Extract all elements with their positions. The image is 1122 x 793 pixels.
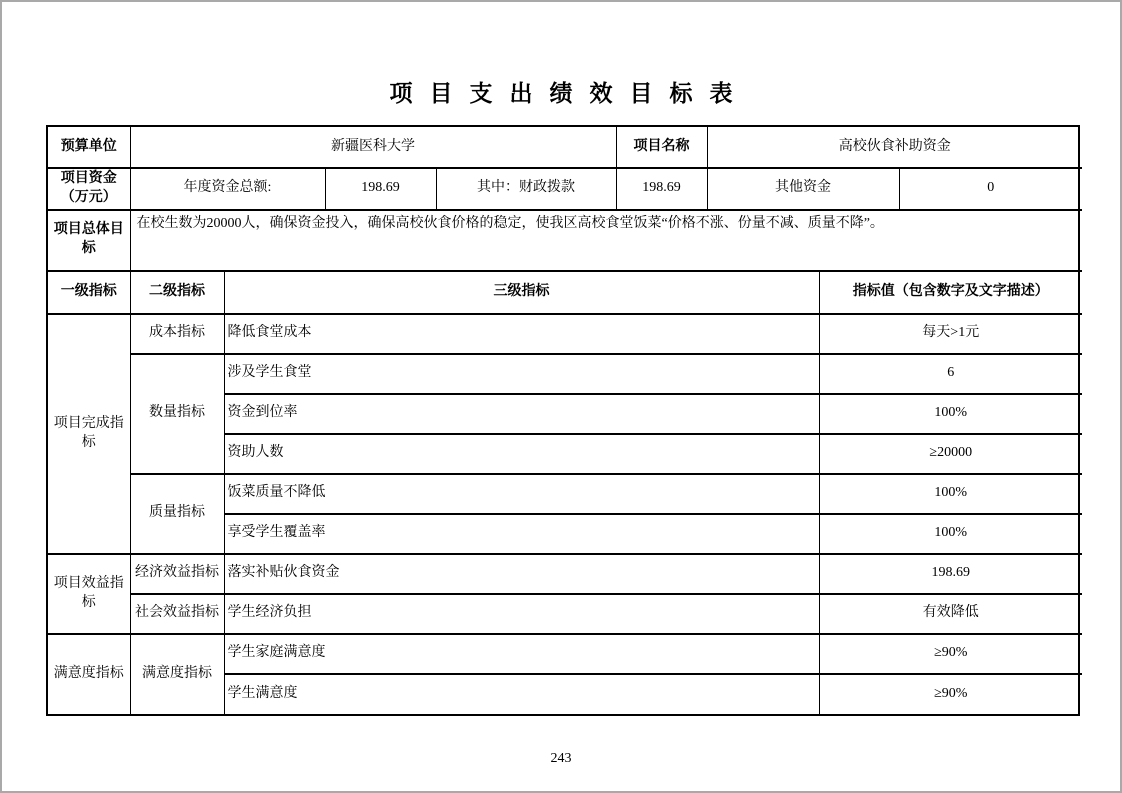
level1-satisfaction: 满意度指标 [48,634,130,714]
overall-goal-text: 在校生数为20000人，确保资金投入，确保高校伙食价格的稳定，使我区高校食堂饭菜“价格不涨、份量不减、质量不降”。 [130,210,1082,271]
indicator-value: ≥90% [819,634,1082,674]
indicator-value: 每天>1元 [819,314,1082,354]
row-budget-unit [48,127,1082,168]
overall-goal-label: 项目总体目标 [48,210,130,271]
level2-quality: 质量指标 [130,474,224,554]
project-funds-label: 项目资金（万元） [48,168,130,210]
header-level2: 二级指标 [130,272,224,314]
page-title: 项目支出绩效目标表 [389,81,750,106]
indicator-value: ≥90% [934,685,968,701]
level3-indicator: 落实补贴伙食资金 [224,554,819,594]
page-number: 243 [550,751,572,766]
header-level1: 一级指标 [48,272,130,314]
level2-cost: 成本指标 [130,314,224,354]
annual-total-label: 年度资金总额: [130,168,325,210]
level3-indicator: 降低食堂成本 [224,314,819,354]
annual-total-value: 198.69 [325,168,436,210]
header-level3: 三级指标 [224,272,819,314]
budget-unit-label: 预算单位 [48,127,130,168]
indicator-row [48,554,1082,594]
indicator-table [48,272,1082,714]
level3-indicator: 学生经济负担 [224,594,819,634]
indicator-value: 100% [819,514,1082,554]
level2-social: 社会效益指标 [130,594,224,634]
level3-indicator: 学生满意度 [224,674,819,714]
other-funds-value: 0 [899,168,1082,210]
performance-target-table [46,125,1080,716]
indicator-row [48,354,1082,394]
project-name-label: 项目名称 [616,127,707,168]
budget-unit-value: 新疆医科大学 [130,127,616,168]
row-overall-goal [48,210,1082,271]
level3-indicator: 享受学生覆盖率 [224,514,819,554]
indicator-row [48,594,1082,634]
level3-indicator: 涉及学生食堂 [224,354,819,394]
level3-indicator: 饭菜质量不降低 [224,474,819,514]
indicator-value: ≥20000 [819,434,1082,474]
indicator-value: 100% [819,474,1082,514]
indicator-value: 有效降低 [819,594,1082,634]
indicator-value: 6 [819,354,1082,394]
level2-economic: 经济效益指标 [130,554,224,594]
fiscal-allocation-value: 198.69 [616,168,707,210]
level2-satisfaction: 满意度指标 [130,634,224,714]
indicator-row [48,474,1082,514]
fiscal-allocation-label: 其中：财政拨款 [436,168,616,210]
indicator-value: 100% [819,394,1082,434]
level3-indicator: 资金到位率 [224,394,819,434]
row-project-funds [48,168,1082,210]
info-table [48,127,1082,272]
header-value: 指标值（包含数字及文字描述） [819,272,1082,314]
indicator-row [48,314,1082,354]
level3-indicator: 资助人数 [224,434,819,474]
level1-benefit: 项目效益指标 [48,554,130,634]
indicator-value: 198.69 [819,554,1082,594]
indicator-row [48,634,1082,674]
level1-completion: 项目完成指标 [48,314,130,554]
indicator-header-row [48,272,1082,314]
project-name-value: 高校伙食补助资金 [707,127,1082,168]
level2-quantity: 数量指标 [130,354,224,474]
other-funds-label: 其他资金 [707,168,899,210]
level3-indicator: 学生家庭满意度 [224,634,819,674]
